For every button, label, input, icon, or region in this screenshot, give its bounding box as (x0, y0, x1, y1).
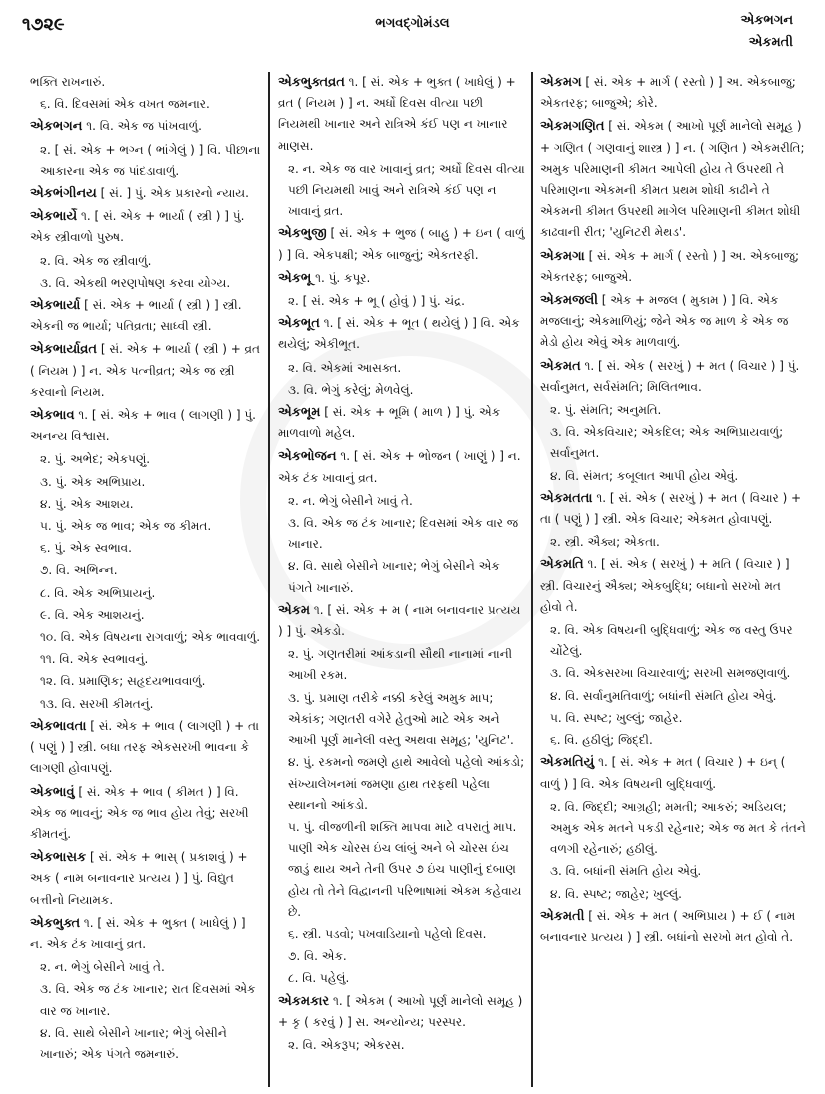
dictionary-entry: એકભાર્યા [ સં. એક + ભાર્યા ( સ્ત્રી ) ] સ્ત્રી. એકની જ ભાર્યા; પતિવ્રતા; સાધ્વી સ્ત્રી. (30, 298, 242, 334)
entry-sense: ૨. પું. સંમતિ; અનુમતિ. (550, 403, 662, 418)
entry-sense: ૩. વિ. ભેગું કરેલું; મેળવેલું. (288, 382, 414, 397)
dictionary-entry: એકભોજન ૧. [ સં. એક + ભોજન ( ખાણું ) ] ન. એક ટંક ખાવાનું વ્રત. (278, 449, 521, 485)
dictionary-column-2 (278, 72, 526, 1090)
entry-sense: ૮. વિ. એક અભિપ્રાયનું. (40, 585, 156, 600)
dictionary-entry: એકમગા [ સં. એક + માર્ગ ( રસ્તો ) ] અ. એકબાજુ; એકતરફ; બાજુએ. (540, 248, 800, 284)
headword: એકભાર્યા (30, 298, 81, 314)
entry-sense: ૨. પું. અભેદ; એકપણું. (40, 452, 151, 467)
dictionary-entry: એકભાવ ૧. [ સં. એક + ભાવ ( લાગણી ) ] પું. અનન્ય વિશ્વાસ. (30, 408, 256, 444)
dictionary-entry: એકમત ૧. [ સં. એક ( સરખું ) + મત ( વિચાર ) ] પું. સર્વાનુમત, સર્વસંમતિ; મિલિતભાવ. (540, 358, 800, 394)
entry-sense: ૩. વિ. એક જ ટંક ખાનાર; રાત દિવસમાં એક વાર જ ખાનાર. (40, 982, 256, 1018)
dictionary-entry: એકભૂત ૧. [ સં. એક + ભૂત ( થયેલું ) ] વિ. એક થયેલું; એકીભૂત. (278, 316, 520, 352)
dictionary-entry: એકભંગીનય [ સં. ] પું. એક પ્રકારનો ન્યાય. (30, 186, 249, 202)
dictionary-entry: એકભુક્તવ્રત ૧. [ સં. એક + ભુક્ત ( ખાધેલું ) + વ્રત ( નિયમ ) ] ન. અર્ધો દિવસ વીત્યા પછી નિયમથી ખાનાર અને રાત્રિએ કંઈ પણ ન ખાનાર માણસ. (278, 75, 516, 153)
running-title: ભગવદ્ગોમંડલ (375, 16, 450, 31)
headword: એકમત (540, 358, 581, 374)
dictionary-entry: એકમગણિત [ સં. એકમ ( આખો પૂર્ણ માનેલો સમૂહ ) + ગણિત ( ગણવાનું શાસ્ત્ર ) ] ન. ( ગણિત ) એકમરીતિ; અમુક પરિમાણની કીમત આપેલી હોય તે ઉપરથી તે પરિમાણના એકમની કીમત પ્રથમ શોધી કાઢીને તે એકમની કીમત ઉપરથી માગેલ પરિમાણની કીમત શોધી કાઢવાની રીત; 'યુનિટરી મેથડ'. (540, 119, 805, 240)
entry-sense: ૨. વિ. એકમાં આસક્ત. (288, 360, 402, 375)
entry-sense: ૧૨. વિ. પ્રમાણિક; સહૃદયભાવવાળું. (40, 674, 206, 689)
headword: એકમગ (540, 75, 582, 90)
entry-sense: ૨. સ્ત્રી. ઐક્ય; એકતા. (550, 535, 660, 550)
headword: એકભાર્યે (30, 209, 78, 225)
dictionary-entry: એકભાવતા [ સં. એક + ભાવ ( લાગણી ) + તા ( પણું ) ] સ્ત્રી. બધા તરફ એકસરખી ભાવના કે લાગણી હોવાપણું. (30, 718, 259, 776)
entry-sense: ૪. વિ. સ્પષ્ટ; જાહેર; ખુલ્લું. (550, 886, 682, 901)
headword: એકભુજી (278, 226, 327, 242)
headword: એકભાવ (30, 408, 75, 424)
headword: એકભુક્ત (30, 915, 81, 931)
entry-sense: ૧૧. વિ. એક સ્વભાવનું. (40, 652, 149, 667)
entry-sense: ૨. વિ. એક જ સ્ત્રીવાળું. (40, 253, 152, 268)
headword: એકભોજન (278, 449, 337, 465)
dictionary-entry: એકભાસક [ સં. એક + ભાસ્ ( પ્રકાશવું ) + અક ( નામ બનાવનાર પ્રત્યય ) ] પું. વિદ્યુત બત્તીનો નિયામક. (30, 850, 248, 907)
entry-sense: ૩. વિ. એક જ ટંક ખાનાર; દિવસમાં એક વાર જ ખાનાર. (288, 516, 519, 552)
entry-sense: ૩. વિ. એકથી ભરણપોષણ કરવા યોગ્ય. (40, 275, 231, 290)
dictionary-entry: એકમતિયું ૧. [ સં. એક + મત ( વિચાર ) + ઇન્ ( વાળું ) ] વિ. એક વિષયની બુદ્ધિવાળું. (540, 755, 786, 791)
entry-sense: ૬. વિ. દિવસમાં એક વખત જમનાર. (40, 97, 210, 112)
entry-sense: ૭. વિ. અભિન્ન. (40, 563, 118, 578)
entry-sense: ૨. ન. એક જ વાર ખાવાનું વ્રત; અર્ધો દિવસ વીત્યા પછી નિયમથી ખાવું અને રાત્રિએ કંઈ પણ ન ખાવાનું વ્રત. (288, 161, 525, 219)
headword: એકમતિ (540, 557, 584, 573)
entry-sense: ૧૩. વિ. સરખી કીમતનું. (40, 696, 154, 711)
entry-sense: ૪. વિ. સાથે બેસીને ખાનાર; ભેગું બેસીને એક પંગતે ખાનારું. (288, 559, 500, 595)
headword: એકભંગીનય (30, 186, 97, 202)
dictionary-entry: એકમતી [ સં. એક + મત ( અભિપ્રાય ) + ઈ ( નામ બનાવનાર પ્રત્યય ) ] સ્ત્રી. બધાંનો સરખો મત હોવો તે. (540, 908, 796, 944)
entry-sense: ૬. વિ. હઠીલું; જિદ્દી. (550, 733, 653, 748)
headword: એકભાર્યાવ્રત (30, 342, 98, 358)
entry-sense: ૨. ન. ભેગું બેસીને ખાવું તે. (288, 493, 413, 508)
entry-sense: ૪. વિ. સંમત; કબૂલાત આપી હોય એવું. (550, 468, 739, 483)
entry-sense: ૩. પું. પ્રમાણ તરીકે નક્કી કરેલું અમુક માપ; એકાંક; ગણતરી વગેરે હેતુઓ માટે એક અને આખી પૂર્ણ માનેલી વસ્તુ અથવા સમૂહ; 'યુનિટ'. (288, 690, 514, 748)
dictionary-column-1 (30, 72, 262, 1090)
dictionary-entry: એકમતતા ૧. [ સં. એક ( સરખું ) + મત ( વિચાર ) + તા ( પણું ) ] સ્ત્રી. એક વિચાર; એકમત હોવાપણું. (540, 490, 802, 527)
column-divider (531, 72, 533, 1087)
dictionary-column-3 (540, 72, 806, 1090)
dictionary-entry: એકમજલી [ એક + મજલ ( મુકામ ) ] વિ. એક મજલાનું; એકમાળિયું; જેને એક જ માળ કે એક જ મેડો હોય એવું એક માળવાળું. (540, 293, 789, 350)
entry-sense: ૫. પું. વીજળીની શક્તિ માપવા માટે વપરાતું માપ. પાણી એક ચોરસ ઇંચ લાંબું અને બે ચોરસ ઇંચ જાડું થાય અને તેની ઉપર ૭ ઇંચ પાણીનું દબાણ હોય તો તેને વિદ્વાનની પરિભાષામાં એકમ કહેવાય છે. (288, 819, 522, 919)
entry-sense: ૬. સ્ત્રી. પડવો; પખવાડિયાનો પહેલો દિવસ. (288, 926, 487, 941)
entry-sense: ૨. વિ. એક વિષયની બુદ્ધિવાળું; એક જ વસ્તુ ઉપર ચોંટેલું. (550, 623, 793, 659)
entry-sense: ૬. પું. એક સ્વભાવ. (40, 541, 132, 556)
page-header (0, 0, 825, 62)
entry-sense: ૪. પું. એક આશય. (40, 496, 134, 511)
entry-sense: ૨. [ સં. એક + ભૂ ( હોવું ) ] પું. ચંદ્ર. (288, 294, 465, 309)
headword: એકભગન (30, 119, 83, 135)
dictionary-entry: એકભૂ ૧. પું. કપૂર. (278, 270, 371, 286)
entry-sense: ૪. વિ. સાથે બેસીને ખાનાર; ભેગું બેસીને ખાનારું; એક પંગતે જમનારું. (40, 1025, 227, 1061)
guide-word-last: એકમતી (748, 35, 793, 50)
headword: એકમ (278, 602, 311, 618)
headword: એકમકાર (278, 993, 330, 1009)
entry-sense: ૯. વિ. એક આશયનું. (40, 607, 145, 622)
dictionary-entry: એકભગન ૧. વિ. એક જ પાંખવાળું. (30, 119, 202, 135)
headword: એકમતી (540, 908, 585, 924)
headword: એકભૂમ (278, 405, 321, 421)
entry-sense: ૪. વિ. સર્વાનુમતિવાળું; બધાંની સંમતિ હોય એવું. (550, 688, 777, 703)
dictionary-entry: એકમતિ ૧. [ સં. એક ( સરખું ) + મતિ ( વિચાર ) ] સ્ત્રી. વિચારનું ઐક્ય; એકબુદ્ધિ; બધાનો સરખો મત હોવો તે. (540, 557, 790, 614)
headword: એકભાવતા (30, 718, 87, 734)
headword: એકમગા (540, 248, 585, 264)
column-divider (268, 72, 270, 1087)
entry-sense: ૨. ન. ભેગું બેસીને ખાવું તે. (40, 960, 165, 975)
headword: એકમજલી (540, 293, 598, 309)
entry-sense: ૩. વિ. એકવિચાર; એકદિલ; એક અભિપ્રાયવાળું; સર્વાનુમત. (550, 425, 784, 461)
headword: એકમતિયું (540, 755, 595, 771)
headword: એકભૂ (278, 270, 312, 286)
dictionary-entry: એકમ ૧. [ સં. એક + મ ( નામ બનાવનાર પ્રત્યય ) ] પું. એકડો. (278, 602, 521, 639)
dictionary-entry: એકભાર્યે ૧. [ સં. એક + ભાર્યા ( સ્ત્રી ) ] પું. એક સ્ત્રીવાળો પુરુષ. (30, 209, 245, 245)
entry-sense: ૨. પું. ગણતરીમાં આંકડાની સૌથી નાનામાં નાની આખી રકમ. (288, 647, 513, 683)
entry-sense: ૮. વિ. પહેલું. (288, 971, 350, 986)
headword: એકમતતા (540, 490, 593, 506)
headword: એકભાવું (30, 784, 75, 800)
entry-sense: ૫. પું. એક જ ભાવ; એક જ કીમત. (40, 519, 212, 534)
dictionary-entry: એકભુજી [ સં. એક + ભુજ ( બાહુ ) + ઇન ( વાળું ) ] વિ. એકપક્ષી; એક બાજુનું; એકતરફી. (278, 226, 525, 262)
dictionary-entry: એકભાવું [ સં. એક + ભાવ ( કીમત ) ] વિ. એક જ ભાવનું; એક જ ભાવ હોય તેવું; સરખી કીમતનું. (30, 784, 249, 841)
page-number: ૧૭૨૯ (22, 14, 65, 35)
entry-sense: ૪. પું. રકમનો જમણે હાથે આવેલો પહેલો આંકડો; સંખ્યાલેખનમાં જમણા હાથ તરફથી પહેલા સ્થાનનો આંકડો. (288, 755, 525, 812)
headword: એકમગણિત (540, 119, 605, 135)
guide-word-first: એકભગન (740, 13, 793, 28)
dictionary-entry: એકભૂમ [ સં. એક + ભૂમિ ( માળ ) ] પું. એક માળવાળો મહેલ. (278, 405, 501, 441)
headword: એકભાસક (30, 850, 87, 866)
entry-sense: ૩. પું. એક અભિપ્રાય. (40, 474, 146, 489)
dictionary-entry: એકમકાર ૧. [ એકમ ( આખો પૂર્ણ માનેલો સમૂહ ) + કૃ ( કરવું ) ] સ. અન્યોન્ય; પરસ્પર. (278, 993, 523, 1029)
guide-words (741, 10, 793, 54)
entry-sense: ૭. વિ. એક. (288, 949, 347, 964)
headword: એકભૂત (278, 316, 320, 332)
entry-sense: ભક્તિ રાખનારું. (30, 75, 106, 89)
entry-sense: ૧૦. વિ. એક વિષયના રાગવાળું; એક ભાવવાળું. (40, 630, 261, 645)
entry-sense: ૨. [ સં. એક + ભગ્ન ( ભાંગેલું ) ] વિ. પીછાના આકારના એક જ પાંદડાવાળું. (40, 142, 261, 178)
entry-sense: ૫. વિ. સ્પષ્ટ; ખુલ્લું; જાહેર. (550, 710, 683, 725)
entry-sense: ૩. વિ. એકસરખા વિચારવાળું; સરખી સમજણવાળું. (550, 666, 791, 681)
entry-sense: ૨. વિ. જિદ્દી; આગ્રહી; મમતી; આકરું; અડિયલ; અમુક એક મતને પકડી રહેનાર; એક જ મત કે તંતને વળગી રહેનારું; હઠીલું. (550, 799, 806, 857)
entry-sense: ૨. વિ. એકરૂપ; એકરસ. (288, 1037, 405, 1052)
dictionary-entry: એકભાર્યાવ્રત [ સં. એક + ભાર્યા ( સ્ત્રી ) + વ્રત ( નિયમ ) ] ન. એક પત્નીવ્રત; એક જ સ્ત્રી કરવાનો નિયમ. (30, 342, 260, 399)
dictionary-entry: એકભુક્ત ૧. [ સં. એક + ભુક્ત ( ખાધેલું ) ] ન. એક ટંક ખાવાનું વ્રત. (30, 915, 246, 951)
headword: એકભુક્તવ્રત (278, 75, 345, 90)
entry-sense: ૩. વિ. બધાંની સંમતિ હોય એવું. (550, 864, 702, 879)
dictionary-entry: એકમગ [ સં. એક + માર્ગ ( રસ્તો ) ] અ. એકબાજુ; એકતરફ; બાજુએ; કોરે. (540, 75, 796, 111)
